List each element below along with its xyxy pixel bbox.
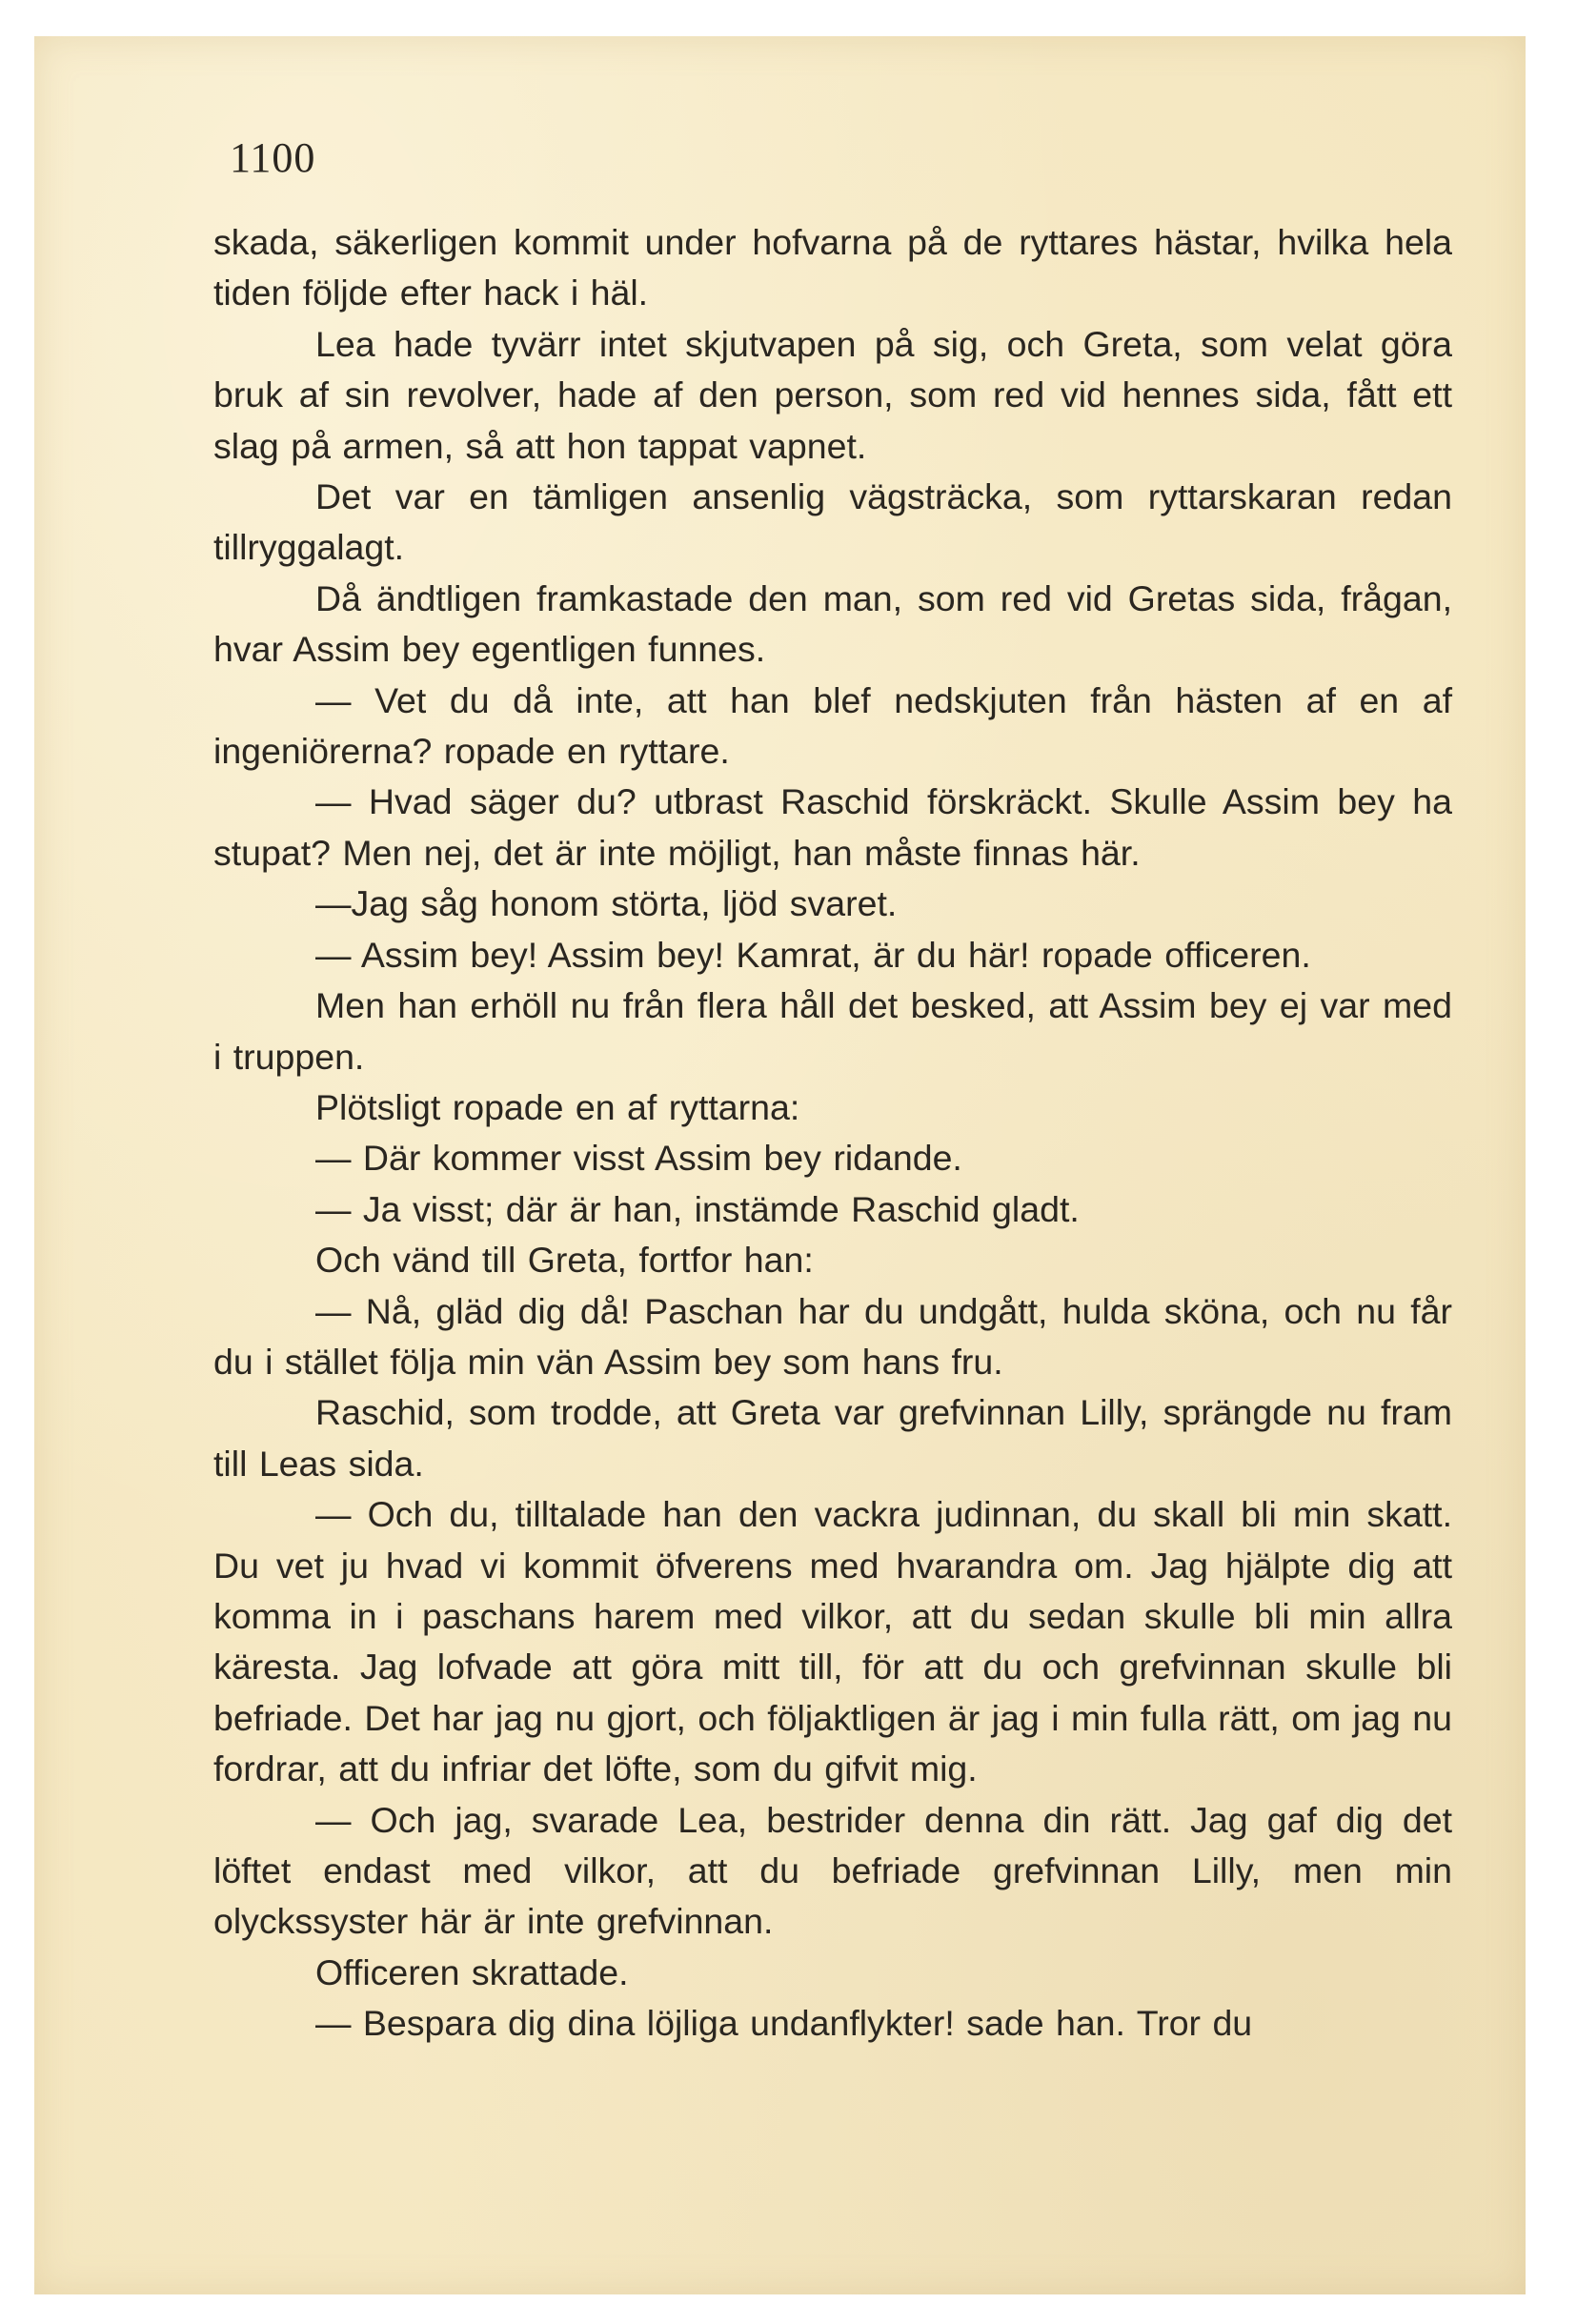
paragraph: — Nå, gläd dig då! Paschan har du undgått, hulda sköna, och nu får du i stället följa min vän Assim bey som hans fru. [213, 1290, 1452, 1382]
body-text [213, 217, 1452, 2050]
paragraph: — Där kommer visst Assim bey ridande. [315, 1138, 962, 1179]
paragraph: —Jag såg honom störta, ljöd svaret. [315, 883, 898, 924]
paragraph: Men han erhöll nu från flera håll det besked, att Assim bey ej var med i truppen. [213, 985, 1452, 1077]
paragraph: — Assim bey! Assim bey! Kamrat, är du här! ropade officeren. [315, 934, 1311, 975]
paragraph: Officeren skrattade. [315, 1951, 629, 1992]
paragraph: — Ja visst; där är han, instämde Raschid gladt. [315, 1188, 1080, 1229]
paragraph: Raschid, som trodde, att Greta var grefvinnan Lilly, sprängde nu fram till Leas sida. [213, 1392, 1452, 1484]
paragraph: Då ändtligen framkastade den man, som red vid Gretas sida, frågan, hvar Assim bey egentligen funnes. [213, 577, 1452, 670]
book-page [34, 36, 1526, 2294]
paragraph: — Och du, tilltalade han den vackra judinnan, du skall bli min skatt. Du vet ju hvad vi kommit öfverens med hvarandra om. Jag hjälpte dig att komma in i paschans harem med vilkor, att du sedan skulle bli min allra käresta. Jag lofvade att göra mitt till, för att du och grefvinnan skulle bli befriade. Det har jag nu gjort, och följaktligen är jag i min fulla rätt, om jag nu fordrar, att du infriar det löfte, som du gifvit mig. [213, 1494, 1452, 1789]
paragraph: Plötsligt ropade en af ryttarna: [315, 1086, 800, 1127]
paragraph: — Bespara dig dina löjliga undanflykter! sade han. Tror du [315, 2003, 1253, 2044]
paragraph: — Vet du då inte, att han blef nedskjuten från hästen af en af ingeniörerna? ropade en ryttare. [213, 679, 1452, 772]
paragraph: — Hvad säger du? utbrast Raschid förskräckt. Skulle Assim bey ha stupat? Men nej, det är inte möjligt, han måste finnas här. [213, 781, 1452, 873]
paragraph: skada, säkerligen kommit under hofvarna på de ryttares hästar, hvilka hela tiden följde efter hack i häl. [213, 222, 1452, 313]
paragraph: Och vänd till Greta, fortfor han: [315, 1240, 814, 1281]
paragraph: — Och jag, svarade Lea, bestrider denna din rätt. Jag gaf dig det löftet endast med vilkor, att du befriade grefvinnan Lilly, men min olyckssyster här är inte grefvinnan. [213, 1799, 1452, 1942]
paragraph: Lea hade tyvärr intet skjutvapen på sig, och Greta, som velat göra bruk af sin revolver, hade af den person, som red vid hennes sida, fått ett slag på armen, så att hon tappat vapnet. [213, 323, 1452, 466]
paragraph: Det var en tämligen ansenlig vägsträcka, som ryttarskaran redan tillryggalagt. [213, 476, 1452, 568]
page-number: 1100 [230, 134, 316, 181]
